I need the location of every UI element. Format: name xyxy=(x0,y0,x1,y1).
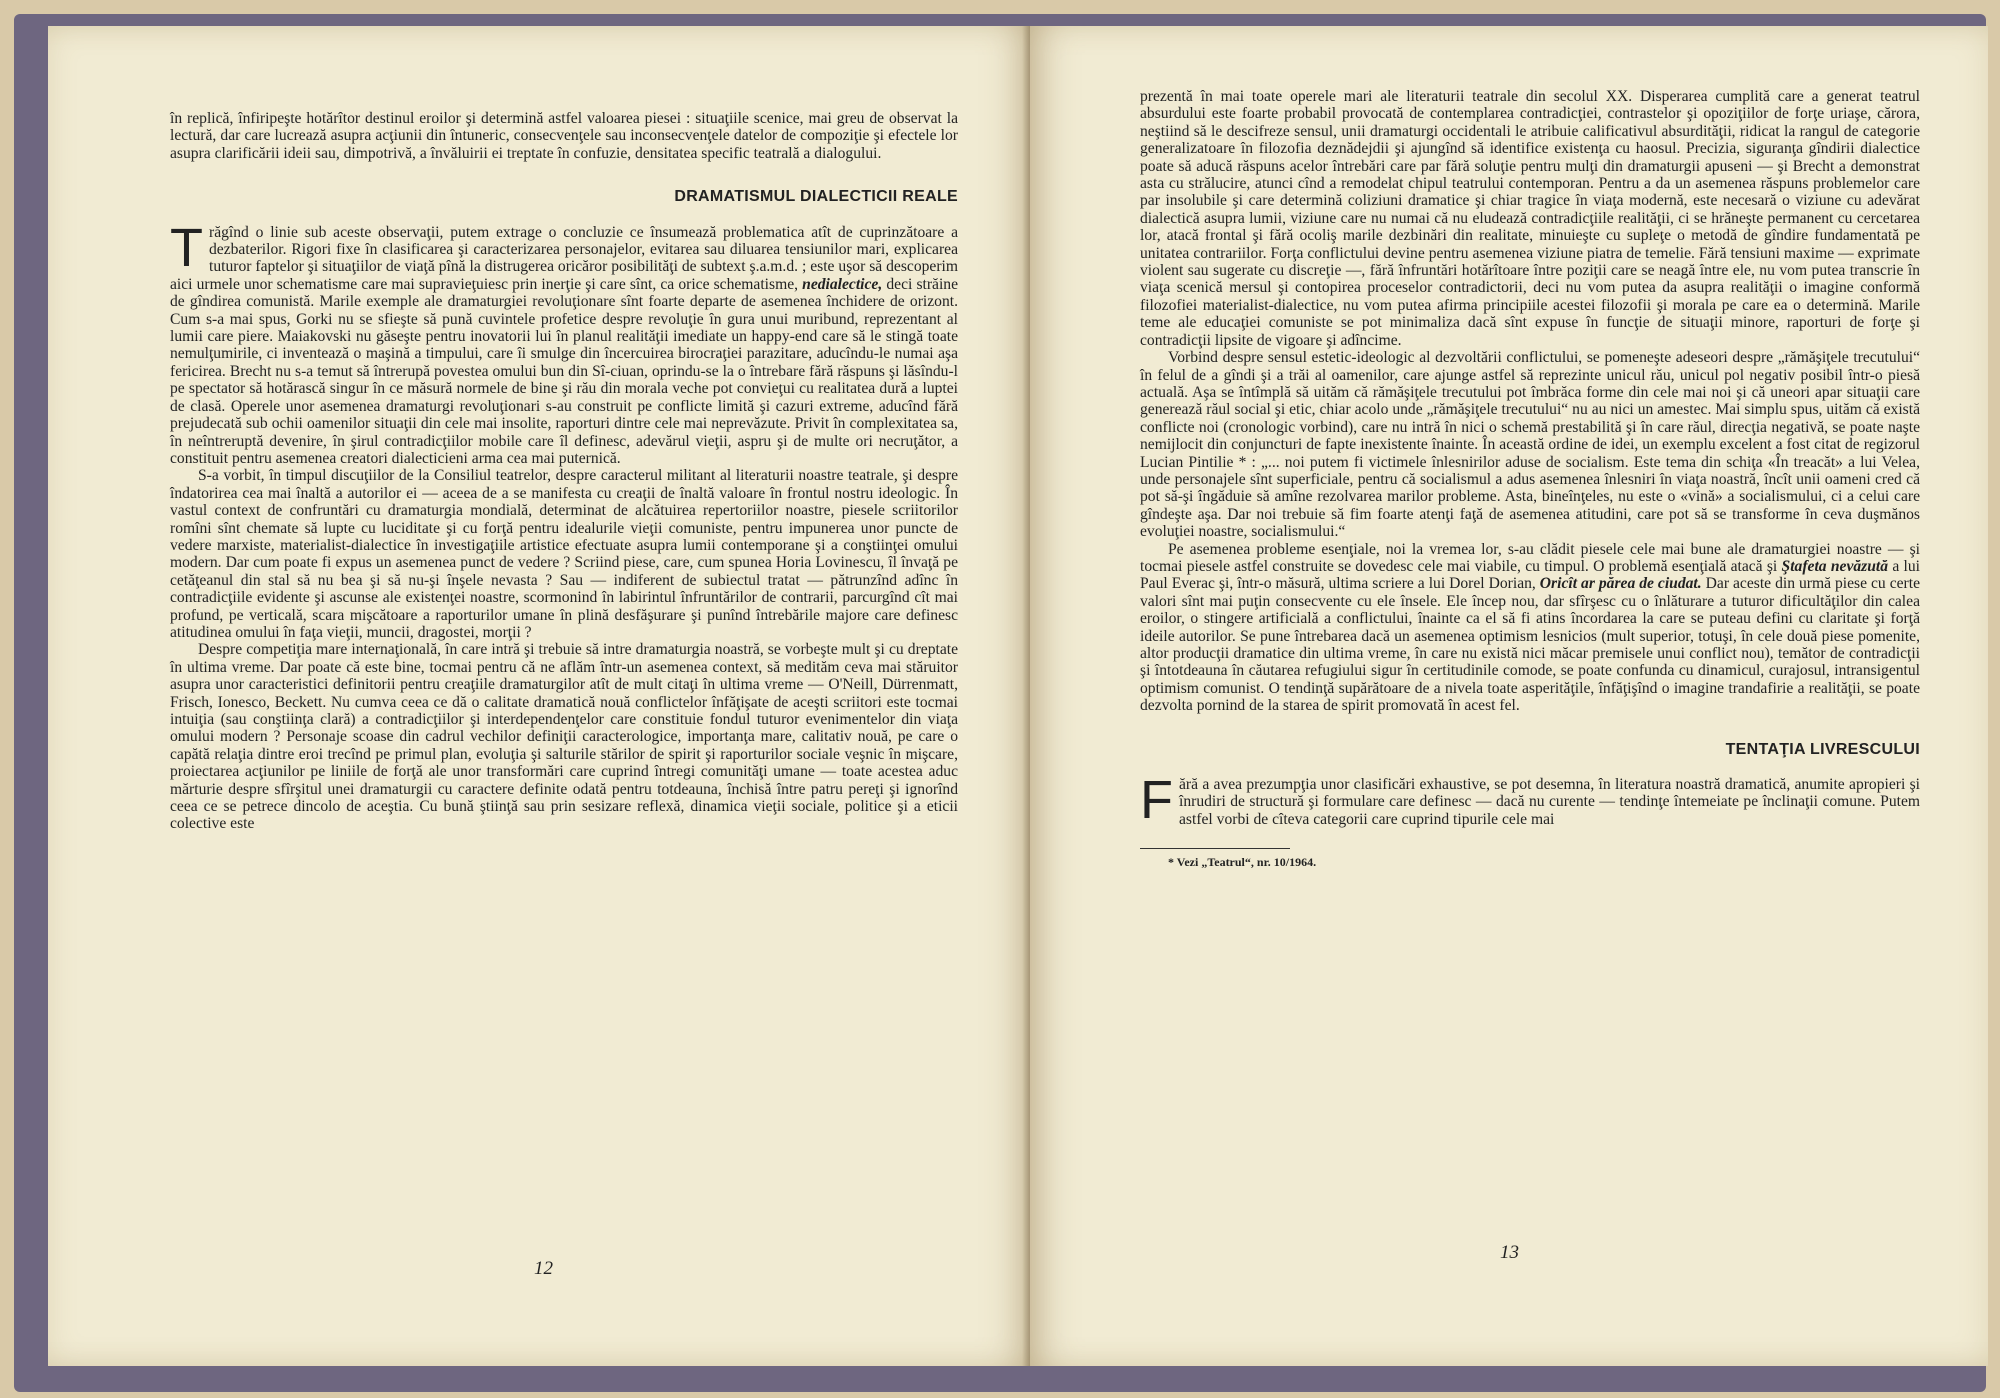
paragraph: Vorbind despre sensul estetic-ideologic al dezvoltării conflictului, se pomeneşte adeseori despre „rămăşiţele trecutului“ în felul de a gîndi şi a trăi al oamenilor, care ajunge astfel să reprezinte unicul rău, unicul pol negativ posibil într-o piesă actuală. Aşa se întîmplă să uităm că rămăşiţele trecutului pot îmbrăca forme din cele mai noi şi că uneori apar situaţii care generează răul social şi etic, chiar acolo unde „rămăşiţele trecutului“ nu au nici un amestec. Mai simplu spus, uităm că există conflicte noi (cronologic vorbind), care nu intră în nici o schemă prestabilită şi în care răul, direcţia negativă, se poate naşte nemijlocit din conjuncturi de fapte inexistente înainte. În această ordine de idei, un exemplu excelent a fost citat de regizorul Lucian Pintilie * : „... noi putem fi victimele înlesnirilor aduse de socialism. Este tema din schiţa «În treacăt» a lui Velea, unde personajele sînt superficiale, pentru că socialismul a adus asemenea înlesniri în viaţa noastră, încît unii oameni cred că pot să-şi îngăduie să amîne rezolvarea marilor probleme. Asta, bineînţeles, nu este o «vină» a socialismului, ci a celui care gîndeşte aşa. Dar noi trebuie să fim foarte atenţi faţă de asemenea atitudini, care pot să se transforme în ceva duşmănos evoluţiei noastre, socialismului.“ xyxy=(1140,349,1920,541)
section-heading: TENTAŢIA LIVRESCULUI xyxy=(1725,740,1920,758)
paragraph: Despre competiţia mare internaţională, în care intră şi trebuie să intre dramaturgia noastră, se vorbeşte mult şi cu dreptate în ultima vreme. Dar poate că este bine, tocmai pentru că ne aflăm într-un asemenea context, să medităm ceva mai stăruitor asupra unor caracteristici definitorii pentru creaţiile dramaturgilor atît de mult citaţi în ultima vreme — O'Neill, Dürrenmatt, Frisch, Ionesco, Beckett. Nu cumva ceea ce dă o calitate dramatică nouă conflictelor înfăţişate de aceşti scriitori este tocmai intuiţia (sau conştiinţa clară) a contradicţiilor şi interdependenţelor care constituie fondul tuturor evenimentelor din viaţa omului modern ? Personaje scoase din cadrul vechilor definiţii caracterologice, importanţa mare, calitativ nouă, pe care o capătă relaţia dintre eroi trecînd pe primul plan, evoluţia şi salturile stărilor de spirit şi raporturilor sociale veşnic în mişcare, proiectarea acţiunilor pe liniile de forţă ale unor transformări care cuprind întregi comunităţi umane — toate acestea aduc mărturie despre sfîrşitul unei dramaturgii cu caractere definite odată pentru totdeauna, închisă între patru pereţi şi ignorînd ceea ce se petrece dincolo de aceştia. Cu bună ştiinţă sau prin sesizare reflexă, dinamica vieţii sociale, politice şi a eticii colective este xyxy=(170,641,958,833)
paragraph: S-a vorbit, în timpul discuţiilor de la Consiliul teatrelor, despre caracterul militant al literaturii noastre teatrale, şi despre îndatorirea cea mai înaltă a autorilor ei — aceea de a se manifesta cu creaţii de înaltă valoare în frontul nostru ideologic. În vastul context de confruntări cu dramaturgia mondială, determinat de alcătuirea repertoriilor noastre, piesele scriitorilor romîni sînt chemate să lupte cu luciditate şi cu forţă pentru idealurile vieţii comuniste, pentru impunerea unor puncte de vedere marxiste, materialist-dialectice în investigaţiile artistice efectuate asupra lumii contemporane şi a conştiinţei omului modern. Dar cum poate fi expus un asemenea punct de vedere ? Scriind piese, care, cum spunea Horia Lovinescu, îl învaţă pe cetăţeanul din stal să nu bea şi să nu-şi înşele nevasta ? Sau — indiferent de subiectul tratat — pătrunzînd adînc în contradicţiile evidente şi ascunse ale existenţei noastre, scormonind în labirintul înfruntărilor de contrarii, parcurgînd cît mai profund, pe verticală, scara mişcătoare a raporturilor umane în plină desfăşurare şi punînd întrebările majore care definesc atitudinea omului în faţa vieţii, muncii, dragostei, morţii ? xyxy=(170,467,958,641)
page-number: 13 xyxy=(1500,1242,1519,1263)
right-text-column xyxy=(1140,88,1920,869)
italic-term: nedialectice, xyxy=(802,275,883,293)
drop-cap: F xyxy=(1140,770,1173,831)
paragraph-text: Pe asemenea probleme esenţiale, noi la vremea lor, s-au clădit piesele cele mai bune ale dramaturgiei noastre — şi tocmai piesele astfel construite se dovedesc cele mai viabile, cu timpul. O problemă esenţială atacă şi xyxy=(1140,540,1920,575)
paragraph xyxy=(170,217,959,468)
paragraph: prezentă în mai toate operele mari ale literaturii teatrale din secolul XX. Disperarea cumplită care a generat teatrul absurdului este foarte probabil provocată de contemplarea contradicţiei, contrastelor şi opoziţiilor de forţe uriaşe, cărora, neştiind să le descifreze sensul, unii dramaturgi occidentali le atribuie calificativul absurdităţii, ridicat la rangul de categorie generalizatoare în filozofia deznădejdii şi ajungînd să identifice existenţa cu haosul. Precizia, siguranţa gîndirii dialectice poate să aducă răspuns acelor întrebări care par fără soluţie pentru mulţi din dramaturgii apuseni — şi Brecht a demonstrat asta cu strălucire, atunci cînd a remodelat chipul teatrului contemporan. Pentru a da un asemenea răspuns problemelor care par insolubile şi care determină coliziuni dramatice şi chiar tragice în viaţa modernă, este necesară o viziune cu adevărat dialectică asupra lumii, viziune care nu numai că nu eludează contradicţiile realităţii, ci se hrăneşte permanent cu cercetarea lor, atacă frontal şi fără ocoliş marile dezbinări din realitate, minuieşte cu supleţe o metodă de gîndire fundamentată pe unitatea contrariilor. Forţa conflictului devine pentru asemenea viziune piatra de temelie. Fără tensiuni maxime — exprimate violent sau sugerate cu discreţie —, fără înfruntări hotărîtoare între poziţii care se neagă între ele, nu vom putea transcrie în viaţa scenică mersul şi contopirea proceselor contradictorii, deci nu vom putea da asupra realităţii o imagine conformă filozofiei materialist-dialectice, nu vom putea afirma principiile acestei filozofii şi morala pe care ea o determină. Marile teme ale educaţiei comuniste se pot minimaliza dacă sînt expuse în funcţie de situaţii minore, raporturi de forţe şi contradicţii lipsite de vigoare şi adîncime. xyxy=(1140,88,1920,349)
paragraph-text: Dar aceste din urmă piese cu certe valori sînt mai puţin consecvente cu ele însele. Ele încep nou, dar sfîrşesc cu o înlăturare a tuturor dificultăţilor din calea eroilor, o stingere artificială a conflictului, înainte ca el să fi atins încordarea la care se puteau defini cu claritate şi forţă ideile autorilor. Se pune întrebarea dacă un asemenea optimism lesnicios (mult superior, totuşi, în cele două piese pomenite, altor producţii dramatice din ultima vreme, în care nu există nici măcar premisele unui conflict nou), temător de contradicţii şi întotdeauna în căutarea refugiului sigur în certitudinile comode, se poate confunda cu dinamicul, curajosul, intransigentul optimism comunist. O tendinţă supărătoare de a nivela toate asperităţile, înfăţişînd o imagine trandafirie a realităţii, se poate dezvolta pornind de la starea de spirit promovată în acest fel. xyxy=(1140,575,1920,715)
paragraph xyxy=(1140,770,1920,831)
paragraph-text: a lui Paul Everac şi, într-o măsură, ultima scriere a lui Dorel Dorian, xyxy=(1140,557,1920,593)
left-text-column xyxy=(170,110,958,833)
left-page xyxy=(48,26,1030,1366)
intro-paragraph: în replică, înfiripeşte hotărîtor destinul eroilor şi determină astfel valoarea piesei : situaţiile scenice, mai greu de observat la lectură, dar care lucrează asupra acţiunii din întuneric, consecvenţele sau inconsecvenţele datelor de compoziţie şi efectele lor asupra clarificării ideii sau, dimpotrivă, a învăluirii ei treptate în confuzie, densitatea specific teatrală a dialogului. xyxy=(170,110,958,162)
play-title: Oricît ar părea de ciudat. xyxy=(1539,575,1702,593)
section-heading: DRAMATISMUL DIALECTICII REALE xyxy=(674,188,958,206)
page-number: 12 xyxy=(534,1258,553,1279)
footnote: * Vezi „Teatrul“, nr. 10/1964. xyxy=(1168,855,1317,870)
drop-cap: T xyxy=(170,217,203,278)
play-title: Ştafeta nevăzută xyxy=(1781,557,1889,575)
paragraph-text: răgînd o linie sub aceste observaţii, putem extrage o concluzie ce însumează problematica atît de cuprinzătoare a dezbaterilor. Rigori fixe în clasificarea şi caracterizarea personajelor, evitarea sau diluarea tensiunilor mari, explicarea tuturor faptelor şi situaţiilor de viaţă pînă la distrugerea oricăror posibilităţi de subtext ş.a.m.d. ; este uşor să descoperim aici urmele unor schematisme care mai supravieţuiesc prin inerţie şi care sînt, ca orice schematisme, xyxy=(170,223,958,293)
paragraph xyxy=(1140,541,1920,715)
paragraph-text: ără a avea prezumpţia unor clasificări exhaustive, se pot desemna, în literatura noastră dramatică, anumite apropieri şi înrudiri de structură şi formulare care definesc — dacă nu curente — tendinţe întemeiate pe înclinaţii comune. Putem astfel vorbi de cîteva categorii care cuprind tipurile cele mai xyxy=(1179,776,1920,828)
paragraph-text: deci străine de gîndirea comunistă. Marile exemple ale dramaturgiei revoluţionare sînt foarte departe de asemenea închidere de orizont. Cum s-a mai spus, Gorki nu se sfieşte să pună cuvintele profetice despre revoluţie în gura unui muribund, reprezentant al lumii care piere. Maiakovski nu găseşte pentru inovatorii lui în planul realităţii imediate un happy-end care să le stingă toate nemulţumirile, ci inventează o maşină a timpului, care îi smulge din încercuirea birocraţiei parazitare, aducîndu-le numai aşa fericirea. Brecht nu s-a temut să întrerupă povestea omului bun din Sî-ciuan, oprindu-se la o întrebare fără răspuns şi lăsîndu-l pe spectator să hotărască singur în ce măsură normele de bine şi rău din morala veche pot convieţui cu realitatea dură a luptei de clasă. Operele unor asemenea dramaturgi revoluţionari s-au construit pe conflicte limită şi cazuri extreme, aducînd fără prejudecată sub ochii oamenilor situaţii din cele mai insolite, raporturi dintre cele mai neprevăzute. Privit în complexitatea sa, în neîntreruptă devenire, în şirul contradicţiilor mobile care îl definesc, adevărul vieţii, aspru şi de multe ori necruţător, a constituit pentru asemenea creatori dialecticieni arma cea mai puternică. xyxy=(170,275,959,467)
right-page xyxy=(1030,26,1988,1366)
footnote-rule xyxy=(1140,848,1290,849)
